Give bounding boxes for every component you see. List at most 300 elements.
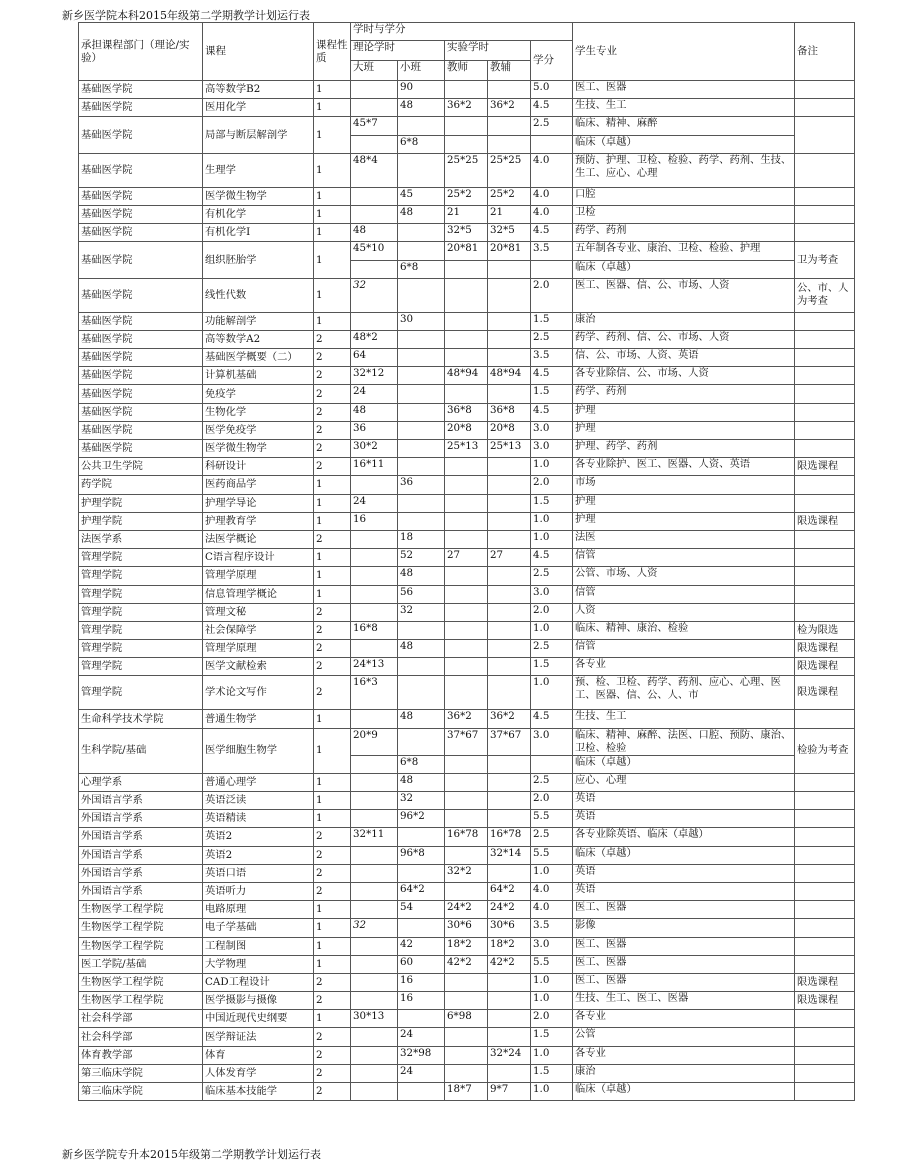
- small-class-hours: [398, 458, 445, 476]
- credit-cell: 4.5: [531, 403, 573, 421]
- major-cell: 临床（卓越）: [573, 755, 795, 773]
- small-class-hours: 52: [398, 549, 445, 567]
- lab-teacher-hours: 30*6: [445, 919, 488, 937]
- credit-cell: 4.5: [531, 367, 573, 385]
- small-class-hours: 6*8: [398, 260, 445, 278]
- note-cell: [795, 205, 855, 223]
- nature-cell: 1: [314, 278, 351, 312]
- credit-cell: 1.5: [531, 385, 573, 403]
- small-class-hours: 6*8: [398, 135, 445, 153]
- major-cell: 信、公、市场、人资、英语: [573, 349, 795, 367]
- table-row: [79, 658, 855, 676]
- course-cell: 人体发育学: [203, 1064, 314, 1082]
- big-class-hours: [351, 937, 398, 955]
- course-cell: 功能解剖学: [203, 312, 314, 330]
- credit-cell: 1.0: [531, 530, 573, 548]
- dept-cell: 生命科学技术学院: [79, 710, 203, 728]
- big-class-hours: 30*13: [351, 1010, 398, 1028]
- table-row: [79, 205, 855, 223]
- credit-cell: 1.5: [531, 1064, 573, 1082]
- lab-assistant-hours: [488, 973, 531, 991]
- nature-cell: 2: [314, 621, 351, 639]
- lab-teacher-hours: 20*81: [445, 242, 488, 260]
- dept-cell: 法医学系: [79, 530, 203, 548]
- note-cell: [795, 349, 855, 367]
- lab-teacher-hours: [445, 567, 488, 585]
- big-class-hours: [351, 640, 398, 658]
- note-cell: 检验为考查: [795, 728, 855, 773]
- nature-cell: 1: [314, 1010, 351, 1028]
- lab-assistant-hours: 9*7: [488, 1083, 531, 1101]
- header-small-class: 小班: [398, 61, 445, 81]
- big-class-hours: [351, 99, 398, 117]
- dept-cell: 第三临床学院: [79, 1083, 203, 1101]
- credit-cell: 4.0: [531, 882, 573, 900]
- major-cell: 临床、精神、麻醉、法医、口腔、预防、康治、卫检、检验: [573, 728, 795, 755]
- major-cell: 公管: [573, 1028, 795, 1046]
- dept-cell: 基础医学院: [79, 117, 203, 153]
- lab-assistant-hours: 18*2: [488, 937, 531, 955]
- big-class-hours: 48: [351, 403, 398, 421]
- note-cell: [795, 585, 855, 603]
- nature-cell: 1: [314, 512, 351, 530]
- small-class-hours: [398, 919, 445, 937]
- big-class-hours: [351, 792, 398, 810]
- major-cell: 临床（卓越）: [573, 135, 795, 153]
- major-cell: 临床（卓越）: [573, 846, 795, 864]
- course-cell: 体育: [203, 1046, 314, 1064]
- major-cell: 各专业除信、公、市场、人资: [573, 367, 795, 385]
- table-row: [79, 330, 855, 348]
- table-row: [79, 278, 855, 312]
- lab-assistant-hours: 27: [488, 549, 531, 567]
- big-class-hours: 32: [351, 278, 398, 312]
- lab-assistant-hours: [488, 676, 531, 710]
- dept-cell: 外国语言学系: [79, 864, 203, 882]
- small-class-hours: [398, 421, 445, 439]
- credit-cell: 1.0: [531, 458, 573, 476]
- table-row: [79, 567, 855, 585]
- course-cell: 医学微生物学: [203, 440, 314, 458]
- nature-cell: 1: [314, 494, 351, 512]
- course-cell: 管理学原理: [203, 567, 314, 585]
- small-class-hours: 96*8: [398, 846, 445, 864]
- course-cell: 医学细胞生物学: [203, 728, 314, 773]
- header-course: 课程: [203, 23, 314, 81]
- dept-cell: 外国语言学系: [79, 882, 203, 900]
- table-row: [79, 458, 855, 476]
- credit-cell: 2.0: [531, 476, 573, 494]
- lab-teacher-hours: [445, 512, 488, 530]
- credit-cell: 4.5: [531, 710, 573, 728]
- major-cell: 法医: [573, 530, 795, 548]
- major-cell: 临床、精神、麻醉: [573, 117, 795, 135]
- table-row: [79, 792, 855, 810]
- table-row: [79, 1064, 855, 1082]
- big-class-hours: [351, 476, 398, 494]
- lab-assistant-hours: 21: [488, 205, 531, 223]
- big-class-hours: 20*9: [351, 728, 398, 755]
- major-cell: 人资: [573, 603, 795, 621]
- lab-assistant-hours: [488, 81, 531, 99]
- lab-assistant-hours: 36*8: [488, 403, 531, 421]
- nature-cell: 1: [314, 710, 351, 728]
- header-big-class: 大班: [351, 61, 398, 81]
- credit-cell: 2.0: [531, 278, 573, 312]
- small-class-hours: [398, 117, 445, 135]
- lab-teacher-hours: [445, 792, 488, 810]
- nature-cell: 2: [314, 330, 351, 348]
- credit-cell: 2.0: [531, 603, 573, 621]
- table-row: [79, 421, 855, 439]
- small-class-hours: 48: [398, 773, 445, 791]
- note-cell: [795, 99, 855, 117]
- lab-assistant-hours: [488, 385, 531, 403]
- big-class-hours: 16*8: [351, 621, 398, 639]
- lab-assistant-hours: 32*5: [488, 224, 531, 242]
- note-cell: [795, 530, 855, 548]
- major-cell: 生技、生工: [573, 710, 795, 728]
- big-class-hours: 64: [351, 349, 398, 367]
- small-class-hours: 32: [398, 603, 445, 621]
- small-class-hours: [398, 658, 445, 676]
- major-cell: 护理: [573, 512, 795, 530]
- major-cell: 应心、心理: [573, 773, 795, 791]
- credit-cell: 5.0: [531, 81, 573, 99]
- header-theory: 理论学时: [351, 41, 445, 61]
- lab-assistant-hours: [488, 755, 531, 773]
- table-row: [79, 81, 855, 99]
- dept-cell: 生物医学工程学院: [79, 937, 203, 955]
- major-cell: 护理: [573, 421, 795, 439]
- course-cell: 英语精读: [203, 810, 314, 828]
- small-class-hours: [398, 224, 445, 242]
- big-class-hours: [351, 810, 398, 828]
- nature-cell: 1: [314, 476, 351, 494]
- lab-teacher-hours: [445, 385, 488, 403]
- note-cell: [795, 882, 855, 900]
- course-cell: 有机化学: [203, 205, 314, 223]
- small-class-hours: 16: [398, 992, 445, 1010]
- nature-cell: 2: [314, 367, 351, 385]
- course-cell: 计算机基础: [203, 367, 314, 385]
- credit-cell: 5.5: [531, 846, 573, 864]
- dept-cell: 基础医学院: [79, 330, 203, 348]
- table-row: [79, 585, 855, 603]
- dept-cell: 生物医学工程学院: [79, 992, 203, 1010]
- note-cell: [795, 224, 855, 242]
- major-cell: 医工、医器: [573, 973, 795, 991]
- course-cell: 学术论文写作: [203, 676, 314, 710]
- lab-teacher-hours: [445, 494, 488, 512]
- course-cell: 医学摄影与摄像: [203, 992, 314, 1010]
- small-class-hours: [398, 278, 445, 312]
- nature-cell: 2: [314, 1064, 351, 1082]
- big-class-hours: 24*13: [351, 658, 398, 676]
- small-class-hours: 16: [398, 973, 445, 991]
- table-row: [79, 919, 855, 937]
- lab-teacher-hours: [445, 1046, 488, 1064]
- lab-teacher-hours: 25*25: [445, 153, 488, 187]
- big-class-hours: [351, 1028, 398, 1046]
- lab-assistant-hours: [488, 658, 531, 676]
- table-row: [79, 153, 855, 187]
- course-cell: 临床基本技能学: [203, 1083, 314, 1101]
- nature-cell: 2: [314, 458, 351, 476]
- dept-cell: 管理学院: [79, 621, 203, 639]
- lab-assistant-hours: 25*13: [488, 440, 531, 458]
- lab-assistant-hours: 48*94: [488, 367, 531, 385]
- course-cell: 电子学基础: [203, 919, 314, 937]
- credit-cell: 2.0: [531, 1010, 573, 1028]
- table-row: [79, 992, 855, 1010]
- small-class-hours: 48: [398, 205, 445, 223]
- lab-assistant-hours: [488, 1010, 531, 1028]
- note-cell: 限选课程: [795, 640, 855, 658]
- lab-assistant-hours: 25*2: [488, 187, 531, 205]
- credit-cell: 4.5: [531, 99, 573, 117]
- note-cell: [795, 367, 855, 385]
- dept-cell: 基础医学院: [79, 385, 203, 403]
- nature-cell: 2: [314, 882, 351, 900]
- course-cell: 普通生物学: [203, 710, 314, 728]
- table-row: [79, 224, 855, 242]
- header-credit: 学分: [531, 41, 573, 81]
- dept-cell: 护理学院: [79, 494, 203, 512]
- major-cell: 英语: [573, 810, 795, 828]
- lab-teacher-hours: 32*5: [445, 224, 488, 242]
- note-cell: [795, 440, 855, 458]
- big-class-hours: 16: [351, 512, 398, 530]
- dept-cell: 第三临床学院: [79, 1064, 203, 1082]
- nature-cell: 2: [314, 864, 351, 882]
- note-cell: 限选课程: [795, 676, 855, 710]
- dept-cell: 生物医学工程学院: [79, 901, 203, 919]
- note-cell: [795, 1046, 855, 1064]
- table-row: [79, 367, 855, 385]
- lab-assistant-hours: [488, 512, 531, 530]
- table-row: [79, 621, 855, 639]
- small-class-hours: [398, 864, 445, 882]
- major-cell: 公管、市场、人资: [573, 567, 795, 585]
- big-class-hours: [351, 755, 398, 773]
- big-class-hours: [351, 549, 398, 567]
- credit-cell: 1.0: [531, 992, 573, 1010]
- nature-cell: 1: [314, 810, 351, 828]
- nature-cell: 2: [314, 828, 351, 846]
- lab-assistant-hours: [488, 494, 531, 512]
- nature-cell: 1: [314, 187, 351, 205]
- note-cell: 限选课程: [795, 458, 855, 476]
- lab-assistant-hours: 25*25: [488, 153, 531, 187]
- major-cell: 英语: [573, 864, 795, 882]
- lab-teacher-hours: [445, 640, 488, 658]
- dept-cell: 生物医学工程学院: [79, 973, 203, 991]
- table-row: [79, 1046, 855, 1064]
- lab-teacher-hours: [445, 992, 488, 1010]
- lab-teacher-hours: [445, 476, 488, 494]
- lab-teacher-hours: 36*8: [445, 403, 488, 421]
- lab-teacher-hours: [445, 330, 488, 348]
- lab-teacher-hours: [445, 312, 488, 330]
- nature-cell: 2: [314, 403, 351, 421]
- course-cell: 护理教育学: [203, 512, 314, 530]
- header-lab: 实验学时: [445, 41, 531, 61]
- lab-teacher-hours: [445, 676, 488, 710]
- course-cell: 中国近现代史纲要: [203, 1010, 314, 1028]
- lab-teacher-hours: 32*2: [445, 864, 488, 882]
- dept-cell: 生科学院/基础: [79, 728, 203, 773]
- course-cell: 生理学: [203, 153, 314, 187]
- small-class-hours: [398, 828, 445, 846]
- dept-cell: 基础医学院: [79, 440, 203, 458]
- credit-cell: 2.5: [531, 773, 573, 791]
- course-cell: 医学辩证法: [203, 1028, 314, 1046]
- dept-cell: 公共卫生学院: [79, 458, 203, 476]
- credit-cell: 1.0: [531, 1046, 573, 1064]
- dept-cell: 外国语言学系: [79, 810, 203, 828]
- table-row: [79, 117, 855, 135]
- dept-cell: 心理学系: [79, 773, 203, 791]
- nature-cell: 1: [314, 937, 351, 955]
- nature-cell: 2: [314, 640, 351, 658]
- note-cell: [795, 153, 855, 187]
- credit-cell: 3.5: [531, 919, 573, 937]
- dept-cell: 基础医学院: [79, 205, 203, 223]
- lab-assistant-hours: 24*2: [488, 901, 531, 919]
- small-class-hours: 42: [398, 937, 445, 955]
- nature-cell: 1: [314, 955, 351, 973]
- table-row: [79, 349, 855, 367]
- lab-teacher-hours: 16*78: [445, 828, 488, 846]
- big-class-hours: [351, 710, 398, 728]
- lab-teacher-hours: [445, 260, 488, 278]
- major-cell: 临床、精神、康治、检验: [573, 621, 795, 639]
- dept-cell: 生物医学工程学院: [79, 919, 203, 937]
- dept-cell: 基础医学院: [79, 312, 203, 330]
- small-class-hours: 48: [398, 99, 445, 117]
- course-cell: 医药商品学: [203, 476, 314, 494]
- lab-assistant-hours: 32*24: [488, 1046, 531, 1064]
- dept-cell: 护理学院: [79, 512, 203, 530]
- note-cell: [795, 603, 855, 621]
- lab-assistant-hours: [488, 567, 531, 585]
- credit-cell: 1.0: [531, 621, 573, 639]
- dept-cell: 社会科学部: [79, 1010, 203, 1028]
- course-cell: 大学物理: [203, 955, 314, 973]
- note-cell: [795, 567, 855, 585]
- lab-teacher-hours: [445, 585, 488, 603]
- dept-cell: 管理学院: [79, 603, 203, 621]
- lab-assistant-hours: [488, 585, 531, 603]
- lab-assistant-hours: [488, 810, 531, 828]
- course-cell: 局部与断层解剖学: [203, 117, 314, 153]
- note-cell: 卫为考查: [795, 242, 855, 278]
- table-row: [79, 187, 855, 205]
- major-cell: 各专业: [573, 1046, 795, 1064]
- big-class-hours: 32*12: [351, 367, 398, 385]
- credit-cell: 2.5: [531, 117, 573, 135]
- big-class-hours: [351, 205, 398, 223]
- small-class-hours: 32: [398, 792, 445, 810]
- nature-cell: 1: [314, 205, 351, 223]
- dept-cell: 基础医学院: [79, 242, 203, 278]
- big-class-hours: 45*10: [351, 242, 398, 260]
- nature-cell: 2: [314, 658, 351, 676]
- big-class-hours: [351, 846, 398, 864]
- lab-assistant-hours: [488, 330, 531, 348]
- note-cell: 公、市、人为考查: [795, 278, 855, 312]
- note-cell: [795, 549, 855, 567]
- big-class-hours: [351, 901, 398, 919]
- major-cell: 预、检、卫检、药学、药剂、应心、心理、医工、医器、信、公、人、市: [573, 676, 795, 710]
- small-class-hours: 64*2: [398, 882, 445, 900]
- note-cell: [795, 403, 855, 421]
- course-cell: CAD工程设计: [203, 973, 314, 991]
- lab-teacher-hours: 36*2: [445, 710, 488, 728]
- table-row: [79, 403, 855, 421]
- major-cell: 卫检: [573, 205, 795, 223]
- big-class-hours: [351, 585, 398, 603]
- small-class-hours: [398, 349, 445, 367]
- header-teacher: 教师: [445, 61, 488, 81]
- course-cell: 社会保障学: [203, 621, 314, 639]
- lab-teacher-hours: 18*7: [445, 1083, 488, 1101]
- table-row: [79, 810, 855, 828]
- credit-cell: 4.5: [531, 549, 573, 567]
- credit-cell: 2.0: [531, 792, 573, 810]
- credit-cell: 1.0: [531, 973, 573, 991]
- dept-cell: 基础医学院: [79, 99, 203, 117]
- note-cell: [795, 792, 855, 810]
- note-cell: [795, 421, 855, 439]
- course-cell: 基础医学概要（二）: [203, 349, 314, 367]
- big-class-hours: [351, 135, 398, 153]
- dept-cell: 管理学院: [79, 640, 203, 658]
- table-row: [79, 846, 855, 864]
- table-row: [79, 530, 855, 548]
- credit-cell: 1.5: [531, 1028, 573, 1046]
- note-cell: [795, 1064, 855, 1082]
- course-cell: 英语2: [203, 828, 314, 846]
- nature-cell: 2: [314, 385, 351, 403]
- major-cell: 临床（卓越）: [573, 260, 795, 278]
- lab-assistant-hours: 37*67: [488, 728, 531, 755]
- small-class-hours: [398, 728, 445, 755]
- big-class-hours: [351, 260, 398, 278]
- note-cell: [795, 710, 855, 728]
- small-class-hours: 48: [398, 710, 445, 728]
- dept-cell: 外国语言学系: [79, 792, 203, 810]
- lab-assistant-hours: [488, 530, 531, 548]
- lab-assistant-hours: [488, 792, 531, 810]
- course-cell: 普通心理学: [203, 773, 314, 791]
- dept-cell: 基础医学院: [79, 224, 203, 242]
- major-cell: 信管: [573, 585, 795, 603]
- course-cell: 医学免疫学: [203, 421, 314, 439]
- small-class-hours: 36: [398, 476, 445, 494]
- course-cell: 英语听力: [203, 882, 314, 900]
- big-class-hours: [351, 882, 398, 900]
- lab-teacher-hours: 24*2: [445, 901, 488, 919]
- dept-cell: 外国语言学系: [79, 846, 203, 864]
- credit-cell: [531, 135, 573, 153]
- lab-assistant-hours: [488, 640, 531, 658]
- big-class-hours: [351, 312, 398, 330]
- small-class-hours: [398, 153, 445, 187]
- big-class-hours: 45*7: [351, 117, 398, 135]
- note-cell: 限选课程: [795, 973, 855, 991]
